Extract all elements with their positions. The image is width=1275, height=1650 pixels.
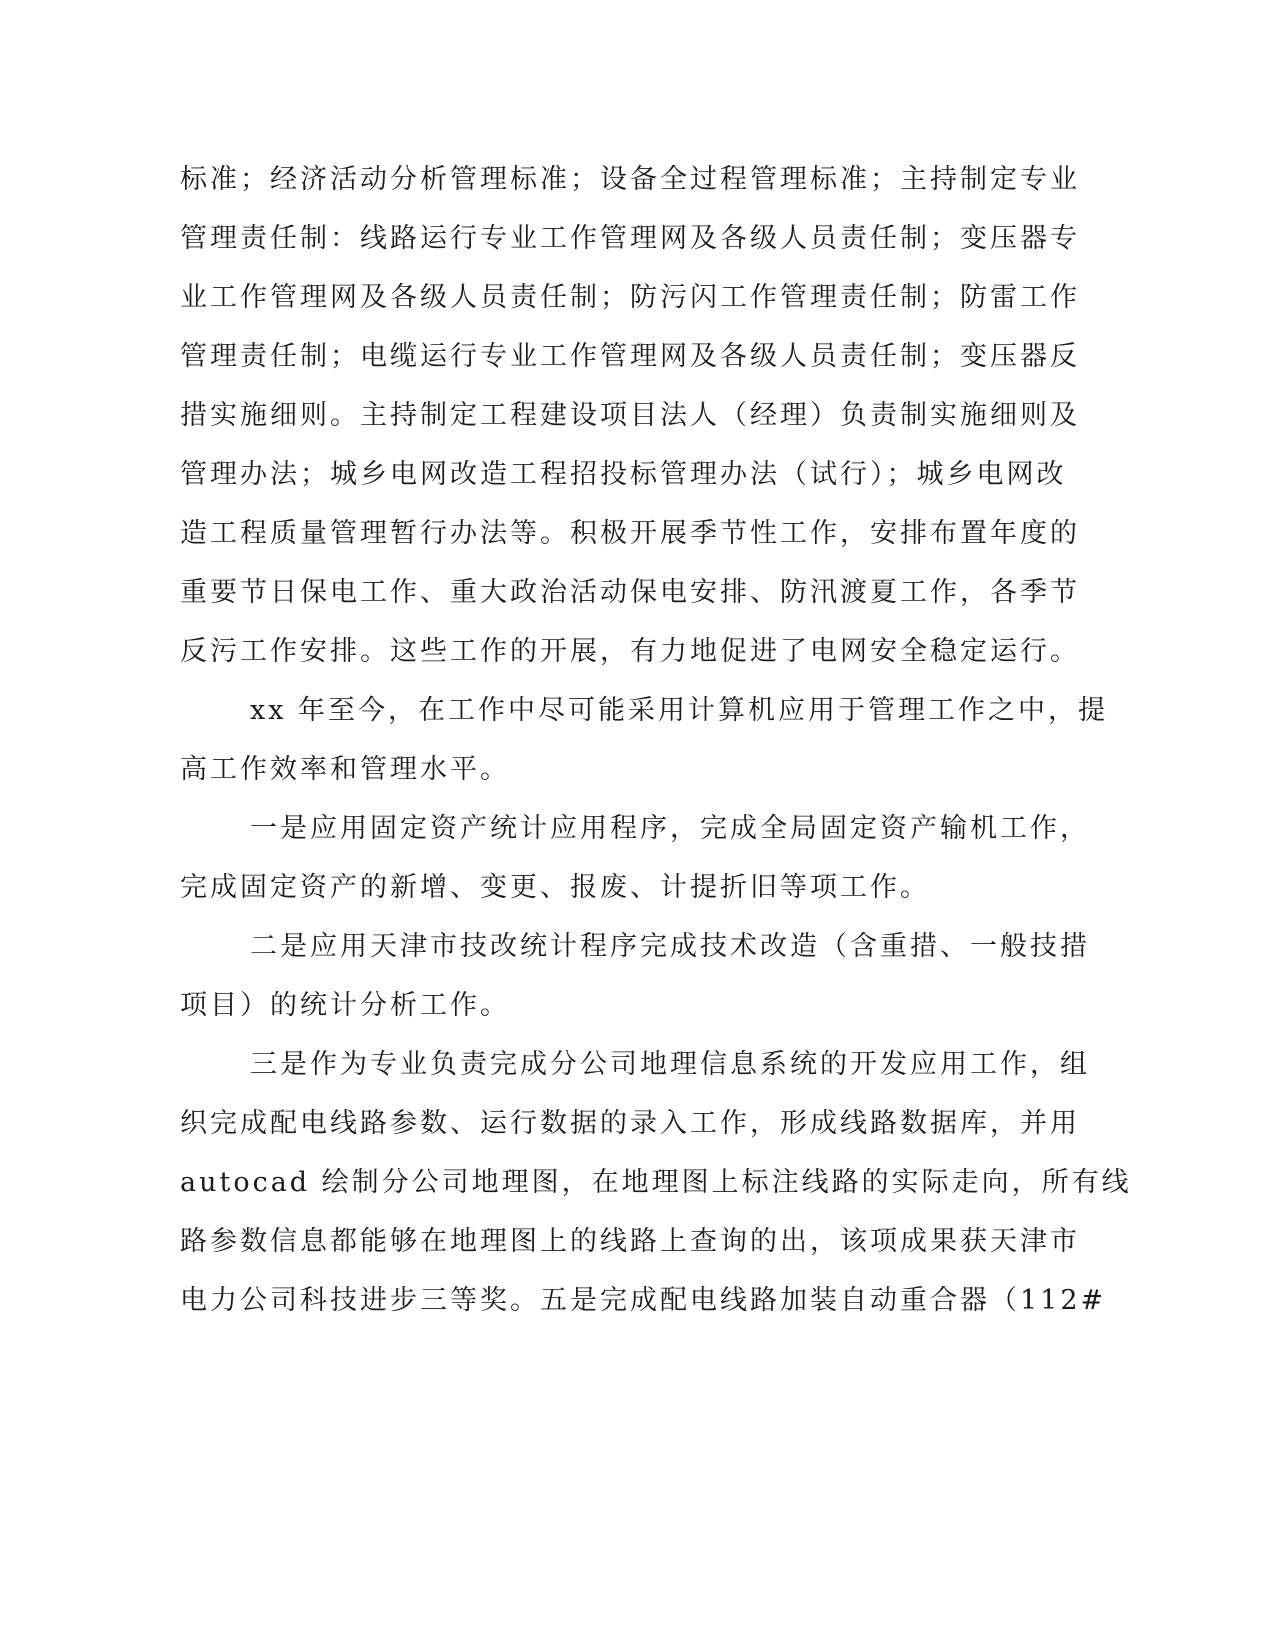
paragraph-start-line: 一是应用固定资产统计应用程序，完成全局固定资产输机工作， — [250, 813, 1090, 844]
paragraph-start-line: 二是应用天津市技改统计程序完成技术改造（含重措、一般技措 — [250, 931, 1090, 962]
text-line: 高工作效率和管理水平。 — [180, 754, 510, 785]
text-line: 完成固定资产的新增、变更、报废、计提折旧等项工作。 — [180, 872, 930, 903]
text-line: 路参数信息都能够在地理图上的线路上查询的出，该项成果获天津市 — [180, 1226, 1080, 1257]
text-line: 反污工作安排。这些工作的开展，有力地促进了电网安全稳定运行。 — [180, 636, 1080, 667]
text-line: 项目）的统计分析工作。 — [180, 990, 510, 1021]
paragraph-start-line: 三是作为专业负责完成分公司地理信息系统的开发应用工作，组 — [250, 1049, 1090, 1080]
text-line: 管理责任制；电缆运行专业工作管理网及各级人员责任制；变压器反 — [180, 341, 1080, 372]
text-line: 措实施细则。主持制定工程建设项目法人（经理）负责制实施细则及 — [180, 400, 1080, 431]
text-line: 重要节日保电工作、重大政治活动保电安排、防汛渡夏工作，各季节 — [180, 577, 1080, 608]
text-line: 造工程质量管理暂行办法等。积极开展季节性工作，安排布置年度的 — [180, 518, 1080, 549]
text-line: autocad 绘制分公司地理图，在地理图上标注线路的实际走向，所有线 — [180, 1167, 1132, 1198]
text-line: 织完成配电线路参数、运行数据的录入工作，形成线路数据库，并用 — [180, 1108, 1080, 1139]
text-line: 管理责任制：线路运行专业工作管理网及各级人员责任制；变压器专 — [180, 223, 1080, 254]
text-line: 管理办法；城乡电网改造工程招投标管理办法（试行）；城乡电网改 — [180, 459, 1067, 490]
text-line: 标准；经济活动分析管理标准；设备全过程管理标准；主持制定专业 — [180, 164, 1080, 195]
text-line: 电力公司科技进步三等奖。五是完成配电线路加装自动重合器（112# — [180, 1285, 1107, 1316]
paragraph-start-line: xx 年至今，在工作中尽可能采用计算机应用于管理工作之中，提 — [250, 695, 1109, 726]
text-line: 业工作管理网及各级人员责任制；防污闪工作管理责任制；防雷工作 — [180, 282, 1080, 313]
